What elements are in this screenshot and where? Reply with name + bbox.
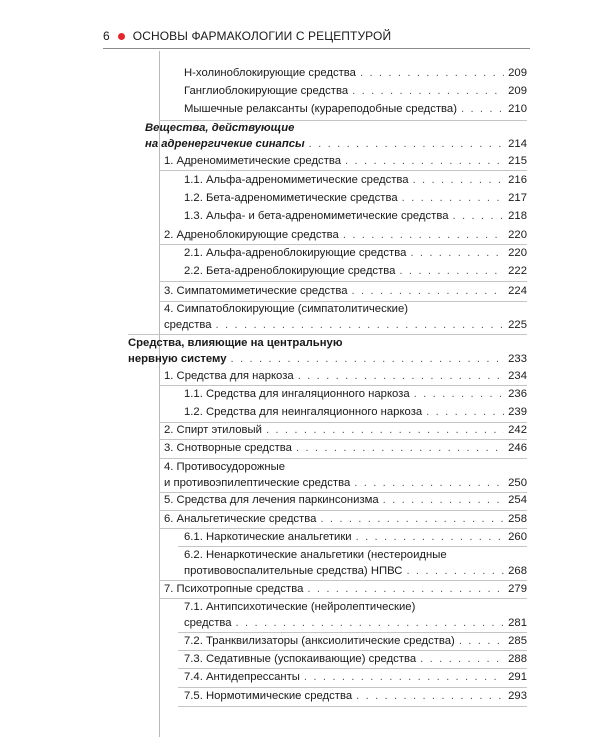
toc-entry-title: 3. Снотворные средства (164, 442, 292, 454)
toc-entry[interactable] (184, 246, 527, 262)
separator-line (159, 170, 527, 171)
separator-line (159, 244, 527, 245)
toc-entry-title-continued: противовоспалительные средства) НПВС (184, 564, 403, 577)
toc-leader-dots (352, 84, 504, 100)
toc-page-number: 254 (508, 494, 527, 506)
separator-line (159, 439, 527, 440)
toc-page-number: 291 (508, 671, 527, 683)
toc-entry[interactable] (184, 191, 527, 207)
toc-entry[interactable] (164, 512, 527, 528)
toc-entry-title: 7.4. Антидепрессанты (184, 671, 300, 683)
separator-line (178, 687, 527, 688)
toc-entry[interactable] (184, 600, 527, 631)
toc-leader-dots (236, 616, 505, 632)
toc-entry[interactable] (164, 284, 527, 300)
separator-line (159, 528, 527, 529)
toc-page-number: 209 (508, 67, 527, 79)
toc-page-number: 236 (508, 388, 527, 400)
toc-leader-dots (356, 689, 504, 705)
toc-entry-title: 7.1. Антипсихотические (нейролептические) (184, 601, 416, 613)
toc-page-number: 279 (508, 583, 527, 595)
toc-leader-dots (298, 369, 504, 385)
toc-entry-title: 6.1. Наркотические анальгетики (184, 531, 352, 543)
toc-page-number: 293 (508, 690, 527, 702)
toc-leader-dots (410, 246, 504, 262)
toc-section-entry[interactable] (145, 121, 527, 152)
toc-leader-dots (307, 582, 504, 598)
toc-entry[interactable] (184, 209, 527, 225)
toc-leader-dots (320, 512, 504, 528)
toc-page-number: 218 (508, 210, 527, 222)
toc-page-number: 220 (508, 229, 527, 241)
toc-leader-dots (360, 66, 504, 82)
toc-page-number: 239 (508, 406, 527, 418)
separator-line (159, 580, 527, 581)
toc-page-number: 225 (508, 318, 527, 331)
toc-entry[interactable] (184, 689, 527, 705)
toc-leader-dots (413, 173, 505, 189)
toc-entry-title: 4. Противосудорожные (164, 461, 286, 473)
toc-entry-title: 1.1. Средства для ингаляционного наркоза (184, 388, 410, 400)
toc-page-number: 209 (508, 85, 527, 97)
toc-page-number: 285 (508, 635, 527, 647)
toc-entry[interactable] (184, 405, 527, 421)
separator-line (178, 668, 527, 669)
toc-leader-dots (453, 209, 505, 225)
toc-entry-title-continued: на адренергичекие синапсы (145, 137, 305, 150)
toc-page-number: 242 (508, 424, 527, 436)
toc-entry-title: 1.2. Бета-адреномиметические средства (184, 192, 398, 204)
separator-line (178, 546, 527, 547)
toc-page-number: 258 (508, 513, 527, 525)
toc-leader-dots (399, 264, 504, 280)
toc-entry-title: 1.2. Средства для неингаляционного наркоза (184, 406, 423, 418)
toc-entry-title: 2.1. Альфа-адреноблокирующие средства (184, 247, 407, 259)
toc-page-number: 220 (508, 247, 527, 259)
toc-entry[interactable] (164, 460, 527, 491)
toc-leader-dots (406, 564, 504, 580)
separator-line (128, 334, 527, 335)
toc-leader-dots (304, 670, 504, 686)
toc-entry[interactable] (164, 493, 527, 509)
toc-leader-dots (231, 352, 505, 368)
toc-entry-title: 6.2. Ненаркотические анальгетики (нестероидные (184, 549, 447, 561)
toc-entry[interactable] (164, 423, 527, 439)
toc-entry-title-continued: средства (184, 616, 232, 629)
toc-entry[interactable] (164, 441, 527, 457)
toc-page-number: 234 (508, 370, 527, 382)
toc-entry[interactable] (184, 102, 527, 118)
toc-leader-dots (266, 423, 504, 439)
toc-entry[interactable] (184, 530, 527, 546)
toc-page-number: 224 (508, 285, 527, 297)
toc-section-entry[interactable] (128, 336, 527, 367)
toc-entry-title: 5. Средства для лечения паркинсонизма (164, 494, 379, 506)
toc-page-number: 217 (508, 192, 527, 204)
toc-leader-dots (354, 476, 504, 492)
toc-leader-dots (345, 154, 504, 170)
toc-entry[interactable] (164, 369, 527, 385)
toc-entry[interactable] (164, 302, 527, 333)
toc-leader-dots (383, 493, 504, 509)
separator-line (159, 598, 527, 599)
toc-leader-dots (356, 530, 505, 546)
toc-leader-dots (426, 405, 504, 421)
toc-entry-title: 1. Средства для наркоза (164, 370, 294, 382)
separator-line (178, 632, 527, 633)
toc-page-number: 281 (508, 616, 527, 629)
separator-line (159, 510, 527, 511)
toc-page-number: 250 (508, 476, 527, 489)
toc-entry-title: Н-холиноблокирующие средства (184, 67, 356, 79)
toc-leader-dots (309, 137, 504, 153)
toc-entry-title: 7. Психотропные средства (164, 583, 304, 595)
toc-entry-title: 7.2. Транквилизаторы (анксиолитические средства) (184, 635, 455, 647)
toc-leader-dots (459, 634, 504, 650)
toc-page-number: 214 (508, 137, 527, 150)
separator-line (178, 706, 527, 707)
toc-page-number: 246 (508, 442, 527, 454)
separator-line (178, 650, 527, 651)
header-page-number: 6 (103, 29, 110, 43)
toc-entry[interactable] (164, 582, 527, 598)
toc-entry[interactable] (184, 66, 527, 82)
toc-page-number: 210 (508, 103, 527, 115)
toc-entry[interactable] (184, 387, 527, 403)
toc-entry-title: Ганглиоблокирующие средства (184, 85, 349, 97)
toc-entry[interactable] (164, 228, 527, 244)
toc-entry-title: 7.5. Нормотимические средства (184, 690, 353, 702)
toc-entry-title-continued: нервную систему (128, 352, 227, 365)
toc-leader-dots (216, 318, 505, 334)
toc-page-number: 222 (508, 265, 527, 277)
toc-entry-title-continued: и противоэпилептические средства (164, 476, 351, 489)
toc-entry[interactable] (184, 634, 527, 650)
toc-entry-title: 7.3. Седативные (успокаивающие) средства (184, 653, 417, 665)
toc-leader-dots (402, 191, 505, 207)
toc-entry-title: Вещества, действующие (145, 122, 295, 134)
separator-line (159, 385, 527, 386)
toc-leader-dots (296, 441, 504, 457)
header-title: ОСНОВЫ ФАРМАКОЛОГИИ С РЕЦЕПТУРОЙ (132, 29, 392, 43)
toc-entry-title: 6. Анальгетические средства (164, 513, 317, 525)
toc-entry[interactable] (164, 154, 527, 170)
toc-leader-dots (414, 387, 505, 403)
toc-entry[interactable] (184, 173, 527, 189)
toc-page-number: 216 (508, 174, 527, 186)
toc-entry[interactable] (184, 670, 527, 686)
toc-entry[interactable] (184, 548, 527, 579)
toc-page-number: 268 (508, 564, 527, 577)
toc-entry[interactable] (184, 84, 527, 100)
toc-leader-dots (461, 102, 504, 118)
toc-entry-title: 3. Симпатомиметические средства (164, 285, 348, 297)
toc-leader-dots (343, 228, 504, 244)
toc-entry-title: 2.2. Бета-адреноблокирующие средства (184, 265, 396, 277)
toc-entry-title-continued: средства (164, 318, 212, 331)
toc-entry-title: 1. Адреномиметические средства (164, 155, 342, 167)
separator-line (159, 458, 527, 459)
toc-entry-title: 1.3. Альфа- и бета-адреномиметические средства (184, 210, 449, 222)
toc-entry-title: 2. Спирт этиловый (164, 424, 262, 436)
toc-page-number: 233 (508, 352, 527, 365)
toc-entry[interactable] (184, 652, 527, 668)
toc-page-number: 215 (508, 155, 527, 167)
toc-entry-title: Мышечные релаксанты (курареподобные средства) (184, 103, 457, 115)
toc-page-number: 260 (508, 531, 527, 543)
toc-leader-dots (352, 284, 505, 300)
separator-line (159, 281, 527, 282)
toc-entry-title: Средства, влияющие на центральную (128, 337, 343, 349)
toc-leader-dots (420, 652, 504, 668)
toc-entry[interactable] (184, 264, 527, 280)
toc-entry-title: 1.1. Альфа-адреномиметические средства (184, 174, 409, 186)
toc-page-number: 288 (508, 653, 527, 665)
toc-entry-title: 4. Симпатоблокирующие (симпатолитические) (164, 303, 409, 315)
toc-entry-title: 2. Адреноблокирующие средства (164, 229, 339, 241)
